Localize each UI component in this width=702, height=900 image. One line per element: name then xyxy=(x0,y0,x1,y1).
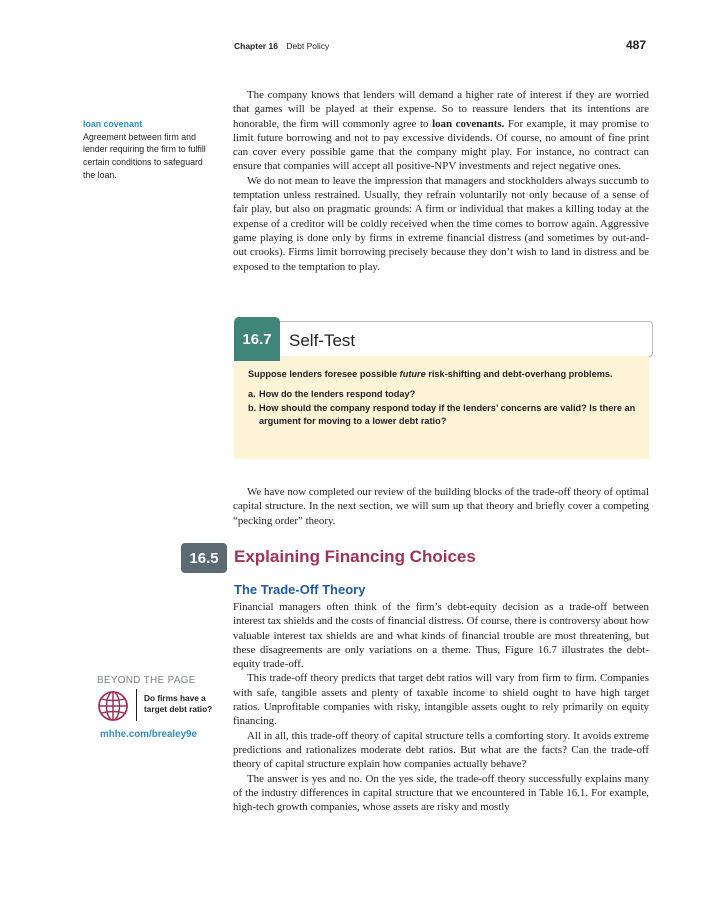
section-title: Explaining Financing Choices xyxy=(234,547,476,566)
paragraph: We have now completed our review of the building blocks of the trade-off theory of optimal capital structure. In the next section, we will sum up that theory and briefly cover a competing “pecking order” theory. xyxy=(233,486,649,527)
glossary-definition: Agreement between firm and lender requiring the firm to fulfill certain conditions to safeguard the loan. xyxy=(83,131,206,180)
italic-text: future xyxy=(399,369,426,379)
text-run: For example, it may promise to limit future borrowing and not to pay excessive dividends. Of course, no amount of fine print can cover every possible game that the company might play. For instance, no contract can ensure that companies will accept all positive-NPV investments and reject negative ones. xyxy=(233,117,650,173)
item-label: b. xyxy=(248,402,257,413)
paragraph: We do not mean to leave the impression that managers and stockholders always succumb to temptation unless restrained. Usually, they refrain voluntarily not only because of a sense of fair play, but also on pragmatic grounds: A firm or individual that makes a killing today at the expense of a creditor will be coldly received when the time comes to borrow again. Aggressive game playing is done only by firms in extreme financial distress (and sometimes by out-and-out crooks). Firms limit borrowing precisely because they don’t wish to land in distress and be exposed to the temptation to play. xyxy=(233,174,649,273)
section-number: 16.5 xyxy=(181,543,227,573)
globe-icon xyxy=(97,690,129,722)
self-test-number: 16.7 xyxy=(234,317,280,361)
chapter-title: Debt Policy xyxy=(286,41,330,51)
beyond-the-page-text: Do firms have a target debt ratio? xyxy=(144,693,213,714)
paragraph: All in all, this trade-off theory of capital structure tells a comforting story. It avoids extreme predictions and rationalizes moderate debt ratios. But what are the facts? Can the trade-off theory of capital structure explain how companies actually behave? xyxy=(233,729,649,771)
text-run: Suppose lenders foresee possible xyxy=(248,369,400,379)
beyond-the-page-label: BEYOND THE PAGE xyxy=(97,675,196,686)
self-test-question xyxy=(248,368,636,381)
paragraph: Financial managers often think of the firm’s debt-equity decision as a trade-off between interest tax shields and the costs of financial distress. Of course, there is controversy about how valuable interest tax shields are and what kinds of financial trouble are most threatening, but these disagreements are only variations on a theme. Thus, Figure 16.7 illustrates the debt-equity trade-off. xyxy=(233,601,649,671)
paragraph: This trade-off theory predicts that target debt ratios will vary from firm to firm. Companies with safe, tangible assets and plenty of taxable income to shield ought to have high target ratios. Unprofitable companies with risky, intangible assets ought to rely primarily on equity financing. xyxy=(233,672,649,728)
loan-covenants-keyword: loan covenants. xyxy=(432,117,505,130)
item-text: How do the lenders respond today? xyxy=(259,389,416,400)
subsection-title: The Trade-Off Theory xyxy=(234,582,366,597)
self-test-item-b xyxy=(248,402,636,429)
text-run: The company knows that lenders will demand a higher rate of interest if they are worried that games will be played at their expense. So to reassure lenders that its intentions are honorable, the firm will commonly agree to xyxy=(233,89,649,130)
beyond-the-page-link[interactable]: mhhe.com/brealey9e xyxy=(100,729,197,740)
paragraph: The answer is yes and no. On the yes side, the trade-off theory successfully explains many of the industry differences in capital structure that we encountered in Table 16.1. For example, high-tech growth companies, whose assets are risky and mostly xyxy=(233,772,649,814)
text-run: risk-shifting and debt-overhang problems. xyxy=(425,369,613,379)
glossary-term: loan covenant xyxy=(83,119,143,129)
running-head xyxy=(234,41,329,51)
tradeoff-text xyxy=(233,600,649,814)
transition-text xyxy=(233,485,649,528)
intro-text xyxy=(233,88,649,274)
margin-glossary xyxy=(83,118,213,182)
item-text: How should the company respond today if the lenders’ concerns are valid? Is there an argument for moving to a lower debt ratio? xyxy=(259,402,636,426)
divider xyxy=(136,689,137,721)
self-test-title: Self-Test xyxy=(289,331,356,350)
self-test-item-a xyxy=(248,388,636,401)
page-number: 487 xyxy=(626,38,647,52)
chapter-label: Chapter 16 xyxy=(234,41,278,51)
self-test-content xyxy=(248,368,636,428)
paragraph xyxy=(233,88,649,174)
item-label: a. xyxy=(248,389,256,400)
